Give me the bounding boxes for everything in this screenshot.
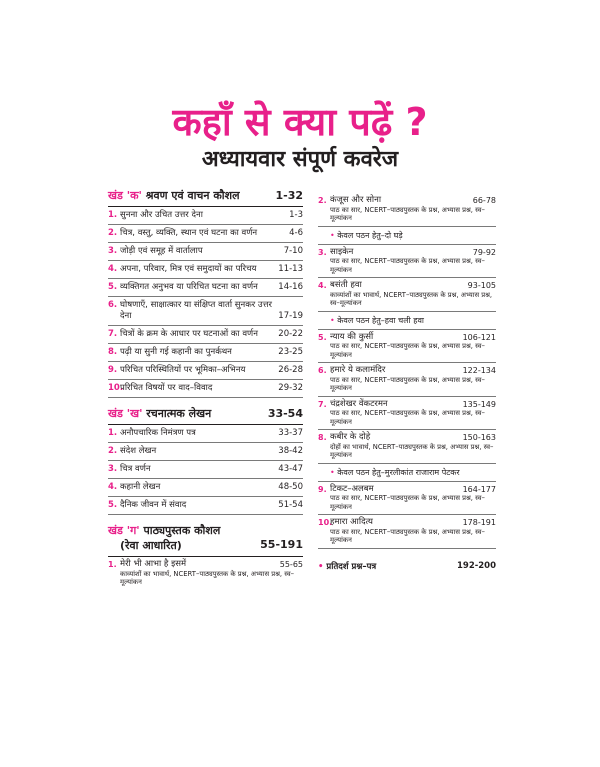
- item-description: पाठ का सार, NCERT–पाठ्यपुस्तक के प्रश्न, अभ्यास प्रश्न, स्व–मूल्यांकन: [330, 375, 485, 392]
- item-description: काव्यांशों का भावार्थ, NCERT–पाठ्यपुस्तक के प्रश्न, अभ्यास प्रश्न, स्व–मूल्यांकन: [330, 290, 493, 307]
- item-pages: 55-65: [279, 560, 303, 569]
- list-item: [108, 425, 303, 443]
- section-header-kh: [108, 406, 303, 425]
- section-k-list: [108, 207, 303, 398]
- item-title: परिचित विषयों पर वाद–विवाद: [120, 383, 213, 393]
- item-pages: 43-47: [278, 464, 303, 474]
- bullet-icon: •: [318, 561, 324, 572]
- item-pages: 48-50: [278, 482, 303, 492]
- item-title: चंद्रशेखर वेंकटरमन: [330, 398, 388, 409]
- list-item: [318, 245, 496, 279]
- item-number: 9.: [108, 365, 118, 375]
- list-item: [318, 363, 496, 397]
- list-item: [108, 344, 303, 362]
- item-number: 1.: [108, 428, 118, 438]
- item-title: न्याय की कुर्सी: [330, 331, 374, 342]
- item-title: टिकट–अलबम: [330, 483, 374, 494]
- item-pages: 7-10: [283, 246, 303, 256]
- item-title: चित्र वर्णन: [120, 464, 151, 474]
- item-title: साइकेन: [330, 246, 354, 257]
- list-item: [108, 497, 303, 515]
- list-item: [108, 225, 303, 243]
- sample-paper-pages: 192-200: [456, 560, 496, 571]
- item-title: जोड़ी एवं समूह में वार्तालाप: [120, 246, 203, 256]
- item-number: 6.: [318, 366, 327, 375]
- section-header-k: [108, 188, 303, 207]
- item-pages: 38-42: [278, 446, 303, 456]
- list-item: [108, 297, 303, 326]
- left-column: [108, 188, 303, 590]
- item-pages: 178-191: [462, 518, 496, 527]
- item-number: 3.: [318, 247, 327, 257]
- list-item: [108, 362, 303, 380]
- item-number: 8.: [318, 433, 327, 442]
- list-item: [318, 193, 496, 227]
- item-number: 3.: [108, 464, 118, 474]
- item-title: घोषणाएँ, साक्षात्कार या संक्षिप्त वार्ता सुनकर उत्तर देना: [120, 300, 272, 321]
- section-prefix: खंड 'ग': [108, 524, 140, 537]
- item-pages: 150-163: [462, 433, 496, 442]
- item-title: हमारा आदित्य: [330, 517, 373, 527]
- item-number: 3.: [108, 246, 118, 256]
- page-subtitle: अध्यायवार संपूर्ण कवरेज: [201, 147, 399, 172]
- item-pages: 66-78: [472, 196, 496, 205]
- item-description: पाठ का सार, NCERT–पाठ्यपुस्तक के प्रश्न, अभ्यास प्रश्न, स्व–मूल्यांकन: [330, 409, 485, 426]
- list-item: [108, 479, 303, 497]
- item-number: 7.: [318, 399, 327, 409]
- section-title: रचनात्मक लेखन: [146, 407, 212, 420]
- item-number: 1.: [108, 560, 117, 569]
- item-title: अपना, परिवार, मित्र एवं समुदायों का परिचय: [120, 264, 257, 274]
- item-description: पाठ का सार, NCERT–पाठ्यपुस्तक के प्रश्न, अभ्यास प्रश्न, स्व–मूल्यांकन: [330, 527, 485, 544]
- item-number: 4.: [318, 281, 327, 290]
- list-item: [108, 380, 303, 398]
- item-number: 10.: [108, 383, 124, 393]
- page-title: कहाँ से क्या पढ़ें ?: [172, 100, 428, 144]
- item-number: 6.: [108, 300, 118, 310]
- item-pages: 26-28: [278, 365, 303, 375]
- item-description: पाठ का सार, NCERT–पाठ्यपुस्तक के प्रश्न, अभ्यास प्रश्न, स्व–मूल्यांकन: [330, 342, 485, 359]
- item-number: 7.: [108, 329, 118, 339]
- sample-paper-row: [318, 557, 496, 576]
- item-pages: 20-22: [278, 329, 303, 339]
- item-number: 4.: [108, 482, 118, 492]
- item-number: 2.: [318, 196, 327, 205]
- list-item: [318, 330, 496, 364]
- item-title: अनौपचारिक निमंत्रण पत्र: [120, 428, 196, 438]
- list-item: [108, 279, 303, 297]
- item-pages: 122-134: [462, 366, 496, 375]
- item-title: व्यक्तिगत अनुभव या परिचित घटना का वर्णन: [120, 282, 258, 292]
- list-item: [108, 326, 303, 344]
- sample-paper-title: प्रतिदर्श प्रश्न–पत्र: [326, 561, 377, 572]
- item-title: कबीर के दोहे: [330, 432, 371, 442]
- list-item: [318, 430, 496, 464]
- item-pages: 79-92: [472, 247, 496, 257]
- item-pages: 1-3: [289, 210, 303, 220]
- item-title: कंजूस और सोना: [330, 195, 382, 205]
- right-column: [318, 193, 496, 576]
- item-description: पाठ का सार, NCERT–पाठ्यपुस्तक के प्रश्न, अभ्यास प्रश्न, स्व–मूल्यांकन: [330, 494, 485, 511]
- item-title: परिचित परिस्थितियों पर भूमिका–अभिनय: [120, 365, 246, 375]
- reading-note: [318, 312, 496, 330]
- bullet-icon: •: [330, 467, 335, 477]
- item-pages: 14-16: [278, 282, 303, 292]
- list-item: [108, 557, 303, 590]
- section-pages: 55-191: [260, 538, 303, 551]
- section-title: श्रवण एवं वाचन कौशल: [145, 189, 240, 202]
- item-number: 5.: [108, 500, 118, 510]
- item-title: कहानी लेखन: [120, 482, 161, 492]
- item-number: 10.: [318, 518, 333, 527]
- item-pages: 11-13: [278, 264, 303, 274]
- item-title: मेरी भी आभा है इसमें: [120, 559, 187, 569]
- item-pages: 135-149: [462, 399, 496, 409]
- item-title: पढ़ी या सुनी गई कहानी का पुनर्कथन: [120, 347, 232, 357]
- item-pages: 106-121: [462, 332, 496, 342]
- item-number: 9.: [318, 484, 327, 494]
- item-pages: 29-32: [278, 383, 303, 393]
- item-number: 2.: [108, 228, 118, 238]
- list-item: [318, 515, 496, 549]
- note-text: केवल पठन हेतु–दो घड़े: [337, 230, 403, 240]
- section-header-g: [108, 523, 303, 557]
- item-number: 8.: [108, 347, 118, 357]
- item-pages: 93-105: [467, 281, 496, 290]
- list-item: [318, 397, 496, 431]
- item-number: 5.: [108, 282, 118, 292]
- item-title: सुनना और उचित उत्तर देना: [120, 210, 203, 220]
- list-item: [108, 207, 303, 225]
- list-item: [108, 461, 303, 479]
- item-pages: 51-54: [278, 500, 303, 510]
- reading-note: [318, 227, 496, 245]
- item-title: दैनिक जीवन में संवाद: [120, 500, 187, 510]
- list-item: [318, 482, 496, 516]
- item-number: 5.: [318, 332, 327, 342]
- item-title: चित्र, वस्तु, व्यक्ति, स्थान एवं घटना का वर्णन: [120, 228, 258, 238]
- list-item: [108, 443, 303, 461]
- item-pages: 23-25: [278, 347, 303, 357]
- section-prefix: खंड 'क': [108, 189, 142, 202]
- item-number: 4.: [108, 264, 118, 274]
- item-pages: 17-19: [278, 311, 303, 321]
- list-item: [108, 261, 303, 279]
- item-description: पाठ का सार, NCERT–पाठ्यपुस्तक के प्रश्न, अभ्यास प्रश्न, स्व–मूल्यांकन: [330, 205, 485, 222]
- item-pages: 33-37: [278, 428, 303, 438]
- item-number: 1.: [108, 210, 118, 220]
- section-g-list: [318, 193, 496, 549]
- reading-note: [318, 464, 496, 482]
- item-pages: 4-6: [289, 228, 303, 238]
- item-description: दोहों का भावार्थ, NCERT–पाठ्यपुस्तक के प्रश्न, अभ्यास प्रश्न, स्व–मूल्यांकन: [330, 442, 494, 459]
- item-title: हमारे ये कलामंदिर: [330, 365, 386, 375]
- item-title: चित्रों के क्रम के आधार पर घटनाओं का वर्णन: [120, 329, 258, 339]
- section-prefix: खंड 'ख': [108, 407, 143, 420]
- section-title: पाठ्यपुस्तक कौशल: [143, 524, 221, 537]
- bullet-icon: •: [330, 230, 335, 240]
- item-title: बसंती हवा: [330, 280, 362, 290]
- section-pages: 1-32: [275, 189, 303, 202]
- item-description: काव्यांशों का भावार्थ, NCERT–पाठ्यपुस्तक के प्रश्न, अभ्यास प्रश्न, स्व–मूल्यांकन: [120, 569, 295, 586]
- note-text: केवल पठन हेतु–मुरलीकांत राजाराम पेटकर: [337, 467, 460, 477]
- section-pages: 33-54: [267, 407, 303, 420]
- item-title: संदेश लेखन: [120, 446, 157, 456]
- item-number: 2.: [108, 446, 118, 456]
- list-item: [108, 243, 303, 261]
- section-kh-list: [108, 425, 303, 515]
- item-description: पाठ का सार, NCERT–पाठ्यपुस्तक के प्रश्न, अभ्यास प्रश्न, स्व–मूल्यांकन: [330, 257, 485, 274]
- list-item: [318, 278, 496, 312]
- section-subtitle: (रेवा आधारित): [120, 539, 182, 552]
- bullet-icon: •: [330, 315, 335, 325]
- item-pages: 164-177: [462, 484, 496, 494]
- note-text: केवल पठन हेतु–हवा चली हवा: [337, 315, 425, 325]
